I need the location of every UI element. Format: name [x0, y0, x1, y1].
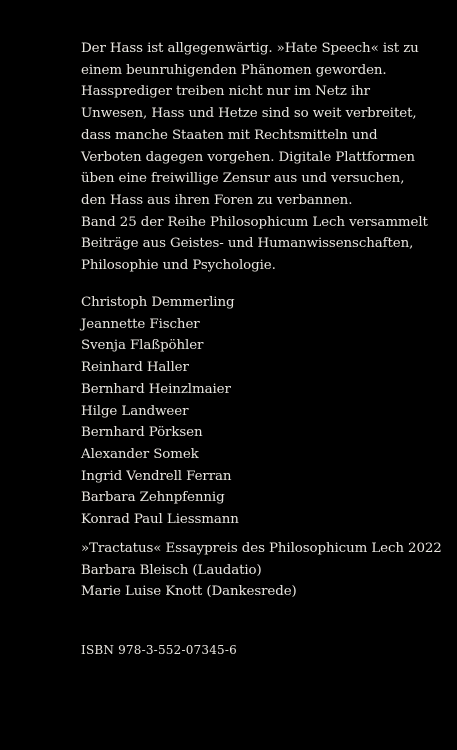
author-name: Reinhard Haller [81, 360, 189, 376]
blurb-line: den Hass aus ihren Foren zu verbannen. [81, 192, 353, 208]
back-cover [81, 38, 453, 657]
blurb-line: Band 25 der Reihe Philosophicum Lech versammelt [81, 214, 428, 230]
isbn-number: ISBN 978-3-552-07345-6 [81, 643, 237, 657]
author-name: Hilge Landweer [81, 403, 189, 419]
author-name: Jeannette Fischer [81, 316, 200, 332]
blurb-line: Unwesen, Hass und Hetze sind so weit verbreitet, [81, 106, 417, 122]
author-name: Christoph Demmerling [81, 295, 235, 310]
blurb-line: dass manche Staaten mit Rechtsmitteln und [81, 127, 378, 143]
award-laudatio: Barbara Bleisch (Laudatio) [81, 562, 262, 578]
award-section [81, 538, 442, 603]
blurb-text [81, 38, 453, 277]
blurb-line: Verboten dagegen vorgehen. Digitale Plattformen [81, 149, 415, 165]
author-name: Svenja Flaßpöhler [81, 338, 204, 354]
blurb-line: einem beunruhigenden Phänomen geworden. [81, 62, 387, 78]
blurb-line: Hassprediger treiben nicht nur im Netz ihr [81, 84, 370, 100]
blurb-line: üben eine freiwillige Zensur aus und versuchen, [81, 171, 405, 187]
author-name: Barbara Zehnpfennig [81, 490, 225, 506]
author-name: Bernhard Heinzlmaier [81, 381, 231, 397]
author-name: Alexander Somek [81, 446, 199, 462]
author-name: Konrad Paul Liessmann [81, 512, 239, 528]
blurb-line: Der Hass ist allgegenwärtig. »Hate Speech« ist zu [81, 41, 419, 56]
author-name: Bernhard Pörksen [81, 425, 203, 441]
blurb-line: Beiträge aus Geistes- und Humanwissenschaften, [81, 236, 414, 252]
award-title: »Tractatus« Essaypreis des Philosophicum Lech 2022 [81, 541, 442, 556]
author-name: Ingrid Vendrell Ferran [81, 468, 232, 484]
award-acceptance: Marie Luise Knott (Dankesrede) [81, 584, 297, 600]
author-list [81, 292, 239, 531]
blurb-line: Philosophie und Psychologie. [81, 258, 276, 274]
